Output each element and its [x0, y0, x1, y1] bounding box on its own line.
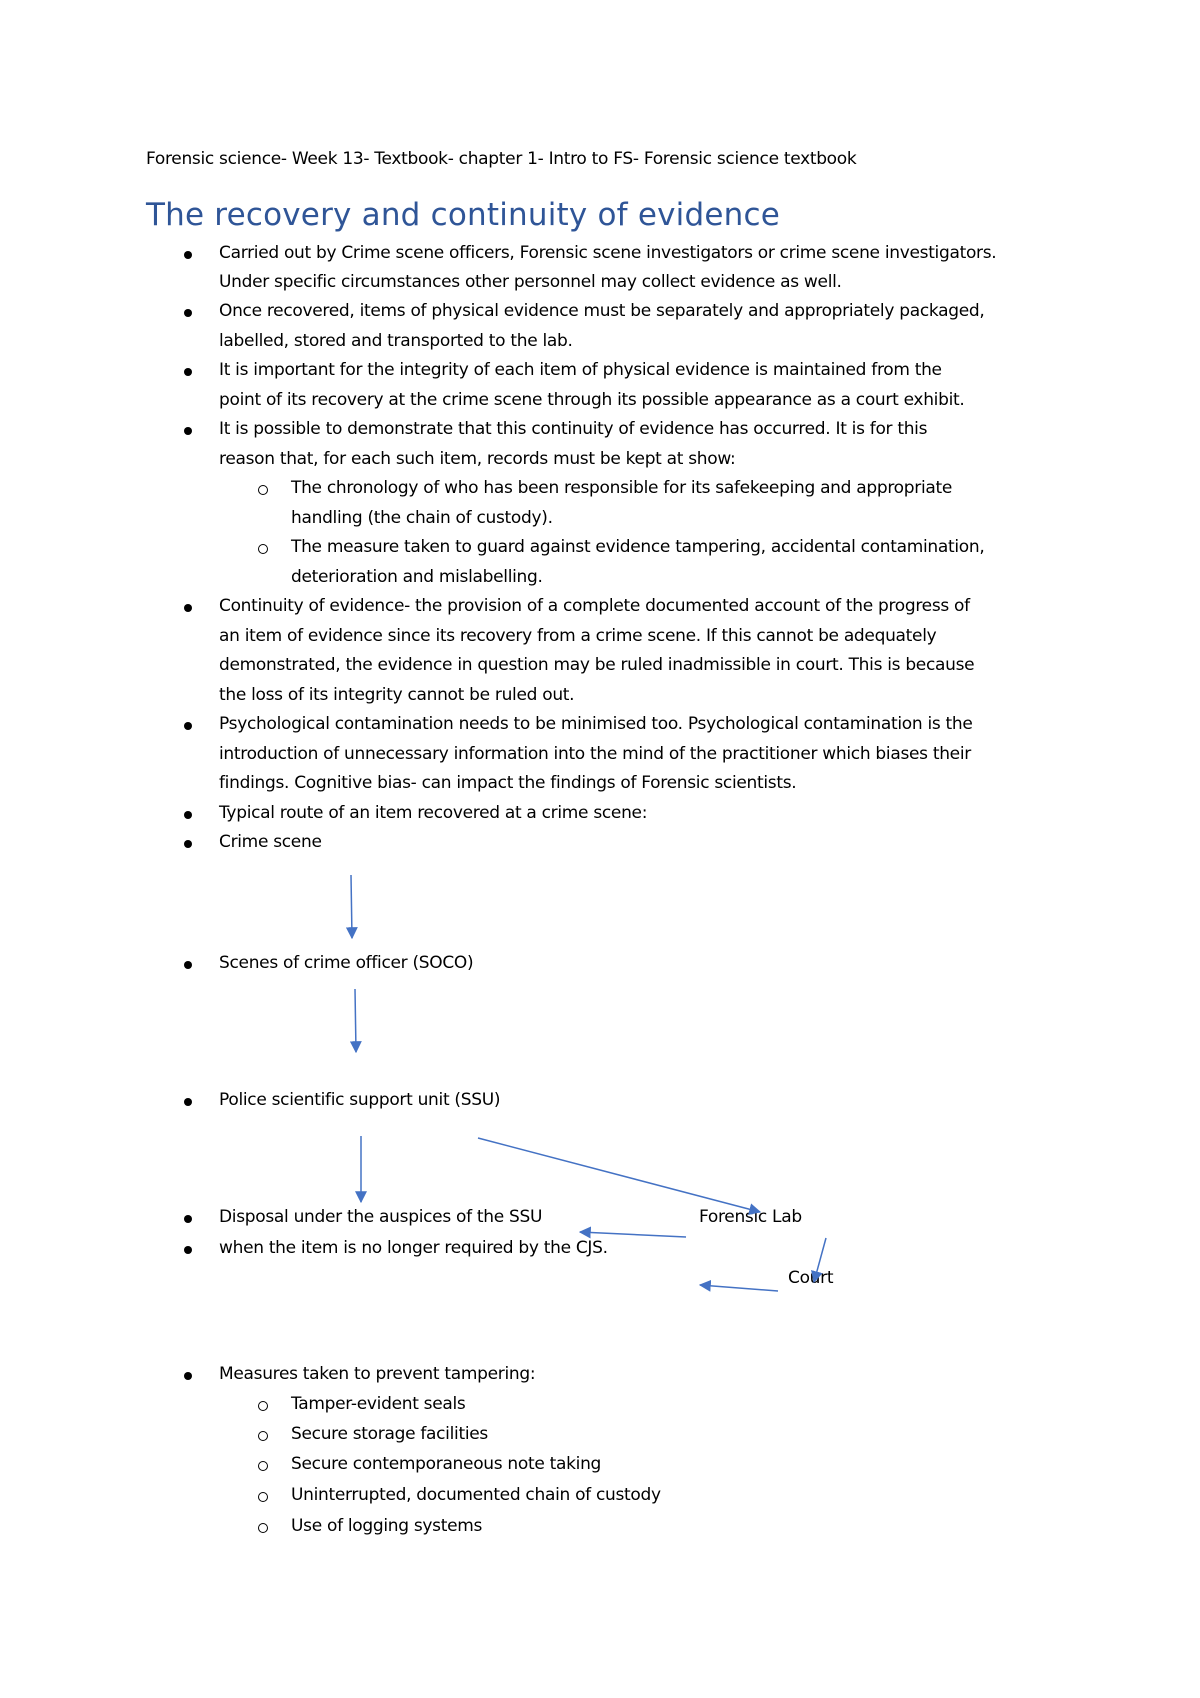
- measure-item: Secure contemporaneous note taking: [291, 1454, 602, 1474]
- measure-item: Use of logging systems: [291, 1516, 483, 1536]
- sub-bullet-circle: [258, 1431, 268, 1441]
- bullet-3-line-1: It is important for the integrity of each item of physical evidence is maintained from the: [219, 360, 942, 380]
- arrow-lab-to-disposal: [580, 1232, 686, 1237]
- sub-bullet-circle: [258, 1461, 268, 1471]
- bullet-1-line-2: Under specific circumstances other personnel may collect evidence as well.: [219, 272, 842, 292]
- header-line: Forensic science- Week 13- Textbook- chapter 1- Intro to FS- Forensic science textbook: [146, 149, 857, 169]
- bullet-5-line-4: the loss of its integrity cannot be ruled out.: [219, 685, 575, 705]
- bullet-5-line-1: Continuity of evidence- the provision of a complete documented account of the progress of: [219, 596, 970, 616]
- section-title: The recovery and continuity of evidence: [146, 197, 780, 233]
- route-soco: Scenes of crime officer (SOCO): [219, 953, 474, 973]
- arrow-lab-to-court: [814, 1238, 826, 1282]
- sub-bullet-circle: [258, 1401, 268, 1411]
- bullet-4-sub-1-line-1: The chronology of who has been responsible for its safekeeping and appropriate: [291, 478, 953, 498]
- measure-item: Uninterrupted, documented chain of custody: [291, 1485, 661, 1505]
- measures-heading: Measures taken to prevent tampering:: [219, 1364, 536, 1384]
- bullet-1-line-1: Carried out by Crime scene officers, Forensic scene investigators or crime scene investigators.: [219, 243, 997, 263]
- bullet-4-sub-1-line-2: handling (the chain of custody).: [291, 508, 553, 528]
- route-no-longer-required: when the item is no longer required by the CJS.: [219, 1238, 608, 1258]
- bullet-5-line-3: demonstrated, the evidence in question may be ruled inadmissible in court. This is because: [219, 655, 975, 675]
- bullet-2-line-1: Once recovered, items of physical evidence must be separately and appropriately packaged,: [219, 301, 985, 321]
- route-ssu: Police scientific support unit (SSU): [219, 1090, 501, 1110]
- bullet-3-line-2: point of its recovery at the crime scene through its possible appearance as a court exhibit.: [219, 390, 965, 410]
- bullet-dot: [184, 1372, 192, 1380]
- arrow-soco-to-ssu: [355, 989, 356, 1052]
- bullet-4-line-1: It is possible to demonstrate that this continuity of evidence has occurred. It is for this: [219, 419, 928, 439]
- bullet-7-line: Typical route of an item recovered at a crime scene:: [219, 803, 648, 823]
- arrow-court-to-disposal: [700, 1285, 778, 1291]
- route-forensic-lab: Forensic Lab: [699, 1207, 802, 1227]
- bullet-6-line-2: introduction of unnecessary information into the mind of the practitioner which biases their: [219, 744, 971, 764]
- route-disposal: Disposal under the auspices of the SSU: [219, 1207, 543, 1227]
- route-crime-scene: Crime scene: [219, 832, 322, 852]
- arrow-ssu-to-forensic-lab: [478, 1138, 760, 1212]
- sub-bullet-circle: [258, 1523, 268, 1533]
- bullet-4-line-2: reason that, for each such item, records must be kept at show:: [219, 449, 736, 469]
- arrow-crime-scene-to-soco: [351, 875, 352, 938]
- sub-bullet-circle: [258, 1492, 268, 1502]
- bullet-4-sub-2-line-1: The measure taken to guard against evidence tampering, accidental contamination,: [291, 537, 985, 557]
- measure-item: Tamper-evident seals: [291, 1394, 466, 1414]
- bullet-4-sub-2-line-2: deterioration and mislabelling.: [291, 567, 543, 587]
- bullet-6-line-1: Psychological contamination needs to be minimised too. Psychological contamination is the: [219, 714, 973, 734]
- bullet-6-line-3: findings. Cognitive bias- can impact the findings of Forensic scientists.: [219, 773, 797, 793]
- bullet-2-line-2: labelled, stored and transported to the lab.: [219, 331, 573, 351]
- route-court: Court: [788, 1268, 834, 1288]
- measure-item: Secure storage facilities: [291, 1424, 488, 1444]
- bullet-5-line-2: an item of evidence since its recovery from a crime scene. If this cannot be adequately: [219, 626, 937, 646]
